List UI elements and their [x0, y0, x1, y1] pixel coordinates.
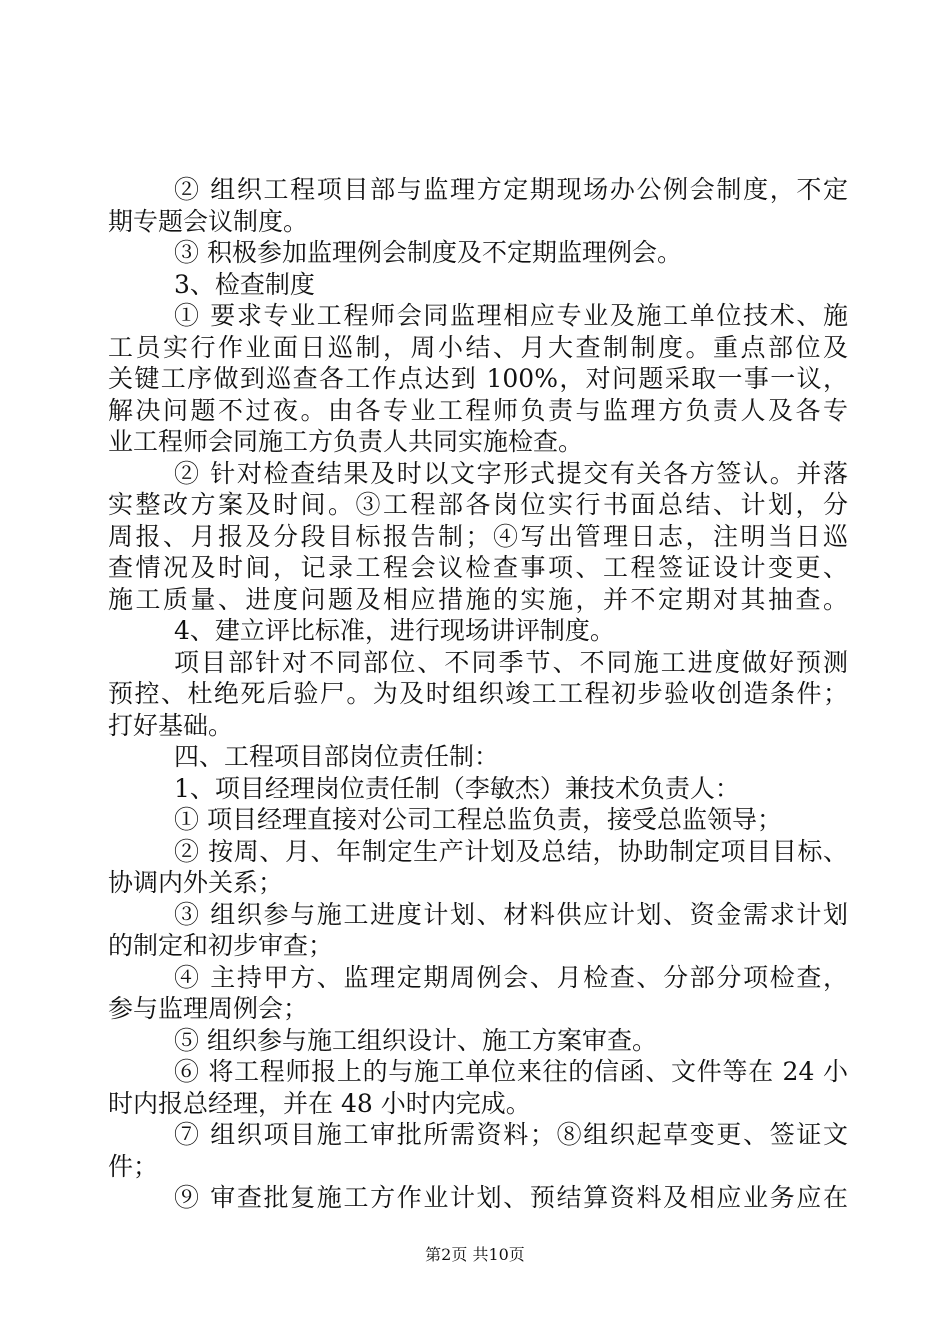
text-line: ② 按周、月、年制定生产计划及总结，协助制定项目目标、	[174, 836, 848, 866]
page-footer: 第2页 共10页	[425, 1245, 525, 1264]
text-line: 3、检查制度	[174, 269, 315, 299]
text-line: ④ 主持甲方、监理定期周例会、月检查、分部分项检查，	[174, 962, 848, 992]
text-line: 4、建立评比标准，进行现场讲评制度。	[174, 616, 615, 645]
text-line: 参与监理周例会；	[108, 994, 309, 1023]
text-line: 打好基础。	[108, 710, 234, 740]
text-line: 1、项目经理岗位责任制（李敏杰）兼技术负责人：	[174, 773, 740, 803]
text-line: 解决问题不过夜。由各专业工程师负责与监理方负责人及各专	[108, 395, 848, 425]
text-line: 预控、杜绝死后验尸。为及时组织竣工工程初步验收创造条件；	[108, 679, 848, 708]
text-line: ① 要求专业工程师会同监理相应专业及施工单位技术、施	[174, 301, 848, 330]
text-line: 时内报总经理，并在 48 小时内完成。	[108, 1088, 531, 1118]
text-line: 项目部针对不同部位、不同季节、不同施工进度做好预测	[174, 647, 848, 677]
document-body	[108, 174, 848, 1214]
text-line: 实整改方案及时间。③工程部各岗位实行书面总结、计划，分	[108, 490, 848, 519]
text-line: 查情况及时间，记录工程会议检查事项、工程签证设计变更、	[108, 553, 848, 582]
text-line: 工员实行作业面日巡制，周小结、月大查制制度。重点部位及	[108, 332, 848, 362]
text-line: ② 组织工程项目部与监理方定期现场办公例会制度，不定	[174, 175, 848, 204]
text-line: 业工程师会同施工方负责人共同实施检查。	[108, 427, 584, 456]
text-line: 四、工程项目部岗位责任制：	[174, 742, 500, 771]
text-line: ⑤ 组织参与施工组织设计、施工方案审查。	[174, 1025, 657, 1055]
text-line: 的制定和初步审查；	[108, 931, 334, 960]
text-line: 施工质量、进度问题及相应措施的实施，并不定期对其抽查。	[108, 584, 848, 614]
text-line: ③ 组织参与施工进度计划、材料供应计划、资金需求计划	[174, 899, 848, 929]
text-line: 件；	[108, 1151, 159, 1181]
text-line: ⑨ 审查批复施工方作业计划、预结算资料及相应业务应在	[174, 1183, 848, 1212]
text-line: 期专题会议制度。	[108, 206, 309, 236]
text-line: ③ 积极参加监理例会制度及不定期监理例会。	[174, 238, 682, 267]
text-line: ⑦ 组织项目施工审批所需资料；⑧组织起草变更、签证文	[174, 1120, 848, 1149]
text-line: ⑥ 将工程师报上的与施工单位来往的信函、文件等在 24 小	[174, 1057, 848, 1086]
text-line: 关键工序做到巡查各工作点达到 100%，对问题采取一事一议，	[108, 364, 848, 393]
text-line: ② 针对检查结果及时以文字形式提交有关各方签认。并落	[174, 458, 848, 488]
text-line: ① 项目经理直接对公司工程总监负责，接受总监领导；	[174, 805, 782, 834]
text-line: 协调内外关系；	[108, 868, 284, 897]
text-line: 周报、月报及分段目标报告制；④写出管理日志，注明当日巡	[108, 521, 848, 551]
